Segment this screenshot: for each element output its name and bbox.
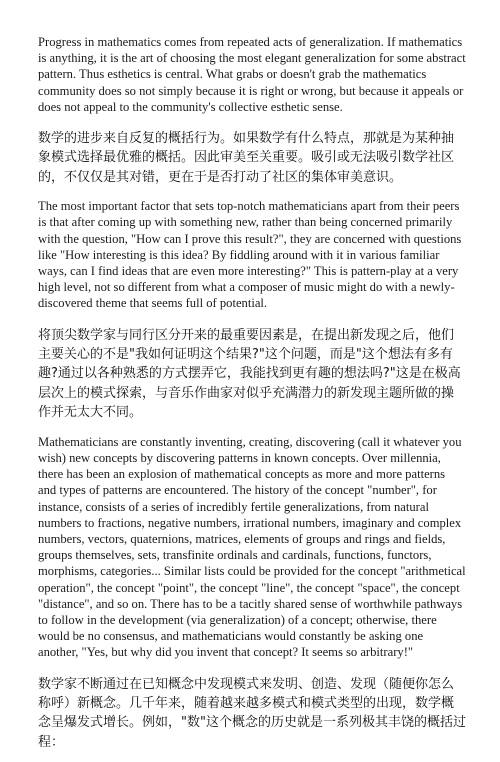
english-paragraph-1: Progress in mathematics comes from repeated acts of generalization. If mathematics is anything, it is the art of choosing the most elegant generalization for some abstract pattern. Thus esthetics is central. What grabs or doesn't grab the mathematics community does so not simply because it is right or wrong, but because it appeals or does not appeal to the community's collective esthetic sense. [38, 35, 466, 114]
english-paragraph-3: Mathematicians are constantly inventing, creating, discovering (call it whatever you wish) new concepts by discovering patterns in known concepts. Over millennia, there has been an explosion of mathematical concepts as more and more patterns and types of patterns are encountered. The history of the concept "number", for instance, consists of a series of incredibly fertile generalizations, from natural numbers to fractions, negative numbers, irrational numbers, imaginary and complex numbers, vectors, quaternions, matrices, elements of groups and rings and fields, groups themselves, sets, transfinite ordinals and cardinals, functions, functors, morphisms, categories... Similar lists could be provided for the concept "arithmetical operation", the concept "point", the concept "line", the concept "space", the concept "distance", and so on. There has to be a tacitly shared sense of worthwhile pathways to follow in the development (via generalization) of a concept; otherwise, there would be no consensus, and mathematicians would constantly be asking one another, "Yes, but why did you invent that concept? It seems so arbitrary!" [38, 434, 466, 660]
document-page [38, 34, 466, 762]
chinese-paragraph-1: 数学的进步来自反复的概括行为。如果数学有什么特点，那就是为某种抽象模式选择最优雅的概括。因此审美至关重要。吸引或无法吸引数学社区的，不仅仅是其对错，更在于是否打动了社区的集体审美意识。 [38, 131, 455, 185]
chinese-paragraph-3: 数学家不断通过在已知概念中发现模式来发明、创造、发现（随便你怎么称呼）新概念。几千年来，随着越来越多模式和模式类型的出现，数学概念呈爆发式增长。例如，"数"这个概念的历史就是一系列极其丰饶的概括过程： [38, 676, 466, 750]
english-paragraph-2: The most important factor that sets top-notch mathematicians apart from their peers is that after coming up with something new, rather than being concerned primarily with the question, "How can I prove this result?", they are concerned with questions like "How interesting is this idea? By fiddling around with it in various familiar ways, can I find ideas that are even more interesting?" This is pattern-play at a very high level, not so different from what a composer of music might do with a newly-discovered theme that seems full of potential. [38, 199, 462, 311]
chinese-paragraph-2: 将顶尖数学家与同行区分开来的最重要因素是，在提出新发现之后，他们主要关心的不是"我如何证明这个结果?"这个问题，而是"这个想法有多有趣?通过以各种熟悉的方式摆弄它，我能找到更有趣的想法吗?"这是在极高层次上的模式探索，与音乐作曲家对似乎充满潜力的新发现主题所做的操作并无太大不同。 [38, 327, 461, 421]
